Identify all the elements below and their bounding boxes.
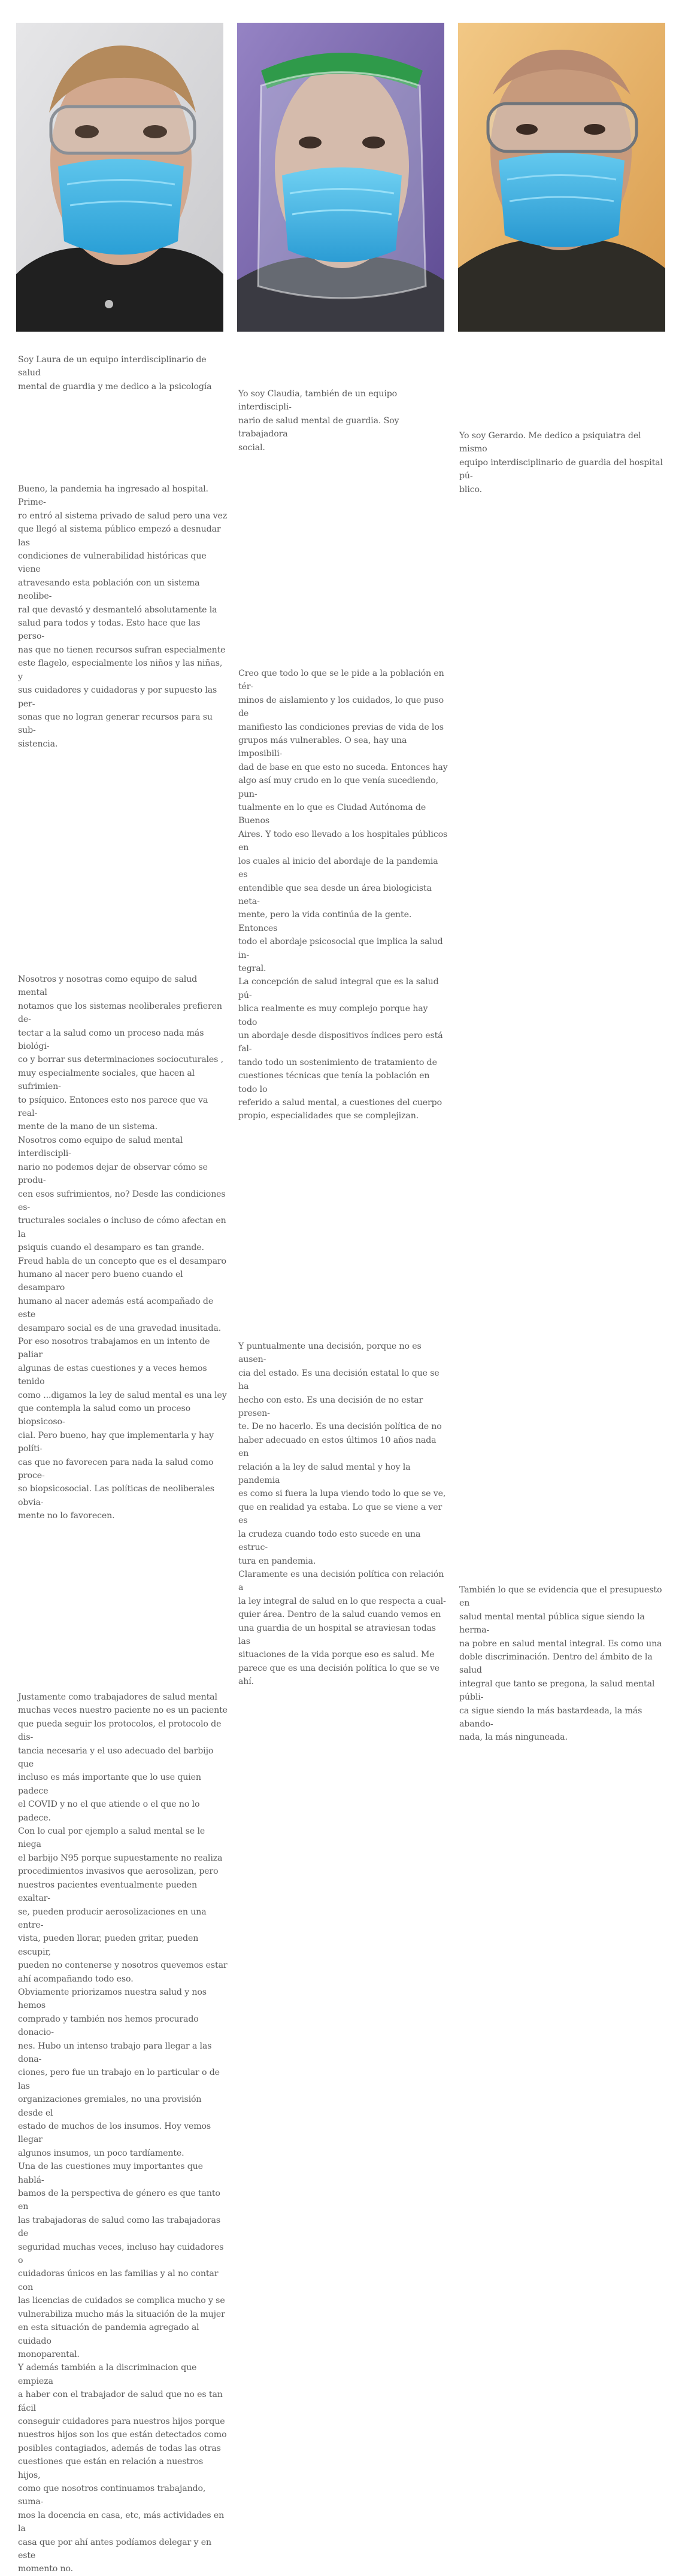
paragraph-col1-1: Bueno, la pandemia ha ingresado al hospital. Prime- ro entró al sistema privado de salud pero una vez que llegó al sistema público empezó a desnudar las condiciones de vulnerabilidad históricas que viene atravesando esta población con un sistema neolibe- ral que devastó y desmanteló absolutamente la salud para todos y todas. Esto hace que las perso- nas que no tienen recursos sufran especialmente este flagelo, especialmente los niños y las niñas, y sus cuidadores y cuidadoras y por supuesto las per- sonas que no logran generar recursos para su sub- sistencia.: [18, 484, 228, 749]
caption-gerardo: Yo soy Gerardo. Me dedico a psiquiatra del mismo equipo interdisciplinario de guardia del hospital pú- blico.: [459, 431, 663, 494]
portrait-laura: [16, 23, 223, 332]
portrait-man-goggles-mask-icon: [458, 23, 665, 332]
portrait-gerardo: [458, 23, 665, 332]
paragraph-col3-1: También lo que se evidencia que el presupuesto en salud mental mental pública sigue siendo la herma- na pobre en salud mental integral. Es como una doble discriminación. Dentro del ámbito de la salud integral que tanto se pregona, la salud mental públi- ca sigue siendo la más bastardeada, la más abando- nada, la más ninguneada.: [459, 1585, 662, 1743]
caption-laura: Soy Laura de un equipo interdisciplinario de salud mental de guardia y me dedico a la psicología: [18, 355, 212, 392]
paragraph-col2-1: Creo que todo lo que se le pide a la población en tér- minos de aislamiento y los cuidados, lo que puso de manifiesto las condiciones previas de vida de los grupos más vulnerables. O sea, hay una imposibili- dad de base en que esto no suceda. Entonces hay algo así muy crudo en lo que venía sucediendo, pun- tualmente en lo que es Ciudad Autónoma de Buenos Aires. Y todo eso llevado a los hospitales públicos en los cuales al inicio del abordaje de la pandemia es entendible que sea desde un área biologicista neta- mente, pero la vida continúa de la gente. Entonces todo el abordaje psicosocial que implica la salud in- tegral. La concepción de salud integral que es la salud pú- blica realmente es muy complejo porque hay todo un abordaje desde dispositivos índices pero está fal- tando todo un sostenimiento de tratamiento de cuestiones técnicas que tenía la población en todo lo referido a salud mental, a cuestiones del cuerpo propio, especialidades que se complejizan.: [238, 669, 448, 1121]
portrait-woman-face-shield-mask-icon: [237, 23, 444, 332]
paragraph-col1-3: Justamente como trabajadores de salud mental muchas veces nuestro paciente no es un paciente que pueda seguir los protocolos, el protocolo de dis- tancia necesaria y el uso adecuado del barbijo que incluso es más importante que lo use quien padece el COVID y no el que atiende o el que no lo padece. Con lo cual por ejemplo a salud mental se le niega el barbijo N95 porque supuestamente no realiza procedimientos invasivos que aerosolizan, pero nuestros pacientes eventualmente pueden exaltar- se, pueden producir aerosolizaciones en una entre- vista, pueden llorar, pueden gritar, pueden escupir, pueden no contenerse y nosotros quevemos estar ahí acompañando todo eso. Obviamente priorizamos nuestra salud y nos hemos comprado y también nos hemos procurado donacio- nes. Hubo un intenso trabajo para llegar a las dona- ciones, pero fue un trabajo en lo particular o de las organizaciones gremiales, no una provisión desde el estado de muchos de los insumos. Hoy vemos llegar algunos insumos, un poco tardíamente. Una de las cuestiones muy importantes que hablá- bamos de la perspectiva de género es que tanto en las trabajadoras de salud como las trabajadoras de seguridad muchas veces, incluso hay cuidadores o cuidadoras únicos en las familias y al no contar con las licencias de cuidados se complica mucho y se vulnerabiliza mucho más la situación de la mujer en esta situación de pandemia agregado al cuidado monoparental. Y además también a la discriminacion que empieza a haber con el trabajador de salud que no es tan fácil conseguir cuidadores para nuestros hijos porque nuestros hijos son los que están detectados como posibles contagiados, además de todas las otras cuestiones que están en relación a nuestros hijos, como que nosotros continuamos trabajando, suma- mos la docencia en casa, etc, más actividades en la casa que por ahí antes podíamos delegar y en este momento no.: [18, 1692, 228, 2574]
portrait-woman-glasses-mask-icon: [16, 23, 223, 332]
paragraph-col1-2: Nosotros y nosotras como equipo de salud mental notamos que los sistemas neoliberales prefieren de- tectar a la salud como un proceso nada más biológi- co y borrar sus determinaciones sociocuturales , muy especialmente sociales, que hacen al sufrimien- to psíquico. Entonces esto nos parece que va real- mente de la mano de un sistema. Nosotros como equipo de salud mental interdiscipli- nario no podemos dejar de observar cómo se produ- cen esos sufrimientos, no? Desde las condiciones es- tructurales sociales o incluso de cómo afectan en la psiquis cuando el desamparo es tan grande. Freud habla de un concepto que es el desamparo humano al nacer pero bueno cuando el desamparo humano al nacer además está acompañado de este desamparo social es de una gravedad inusitada. Por eso nosotros trabajamos en un intento de paliar algunas de estas cuestiones y a veces hemos tenido como ...digamos la ley de salud mental es una ley que contempla la salud como un proceso biopsicoso- cial. Pero bueno, hay que implementarla y hay políti- cas que no favorecen para nada la salud como proce- so biopsicosocial. Las políticas de neoliberales obvia- mente no lo favorecen.: [18, 975, 227, 1521]
portrait-claudia: [237, 23, 444, 332]
paragraph-col2-2: Y puntualmente una decisión, porque no es ausen- cia del estado. Es una decisión estatal lo que se ha hecho con esto. Es una decisión de no estar presen- te. De no hacerlo. Es una decisión política de no haber adecuado en estos últimos 10 años nada en relación a la ley de salud mental y hoy la pandemia es como si fuera la lupa viendo todo lo que se ve, que en realidad ya estaba. Lo que se viene a ver es la crudeza cuando todo esto sucede en una estruc- tura en pandemia. Claramente es una decisión política con relación a la ley integral de salud en lo que respecta a cual- quier área. Dentro de la salud cuando vemos en una guardia de un hospital se atraviesan todas las situaciones de la vida porque eso es salud. Me parece que es una decisión política lo que se ve ahí.: [238, 1342, 446, 1687]
caption-claudia: Yo soy Claudia, también de un equipo interdiscipli- nario de salud mental de guardia. Soy trabajadora social.: [238, 389, 399, 453]
